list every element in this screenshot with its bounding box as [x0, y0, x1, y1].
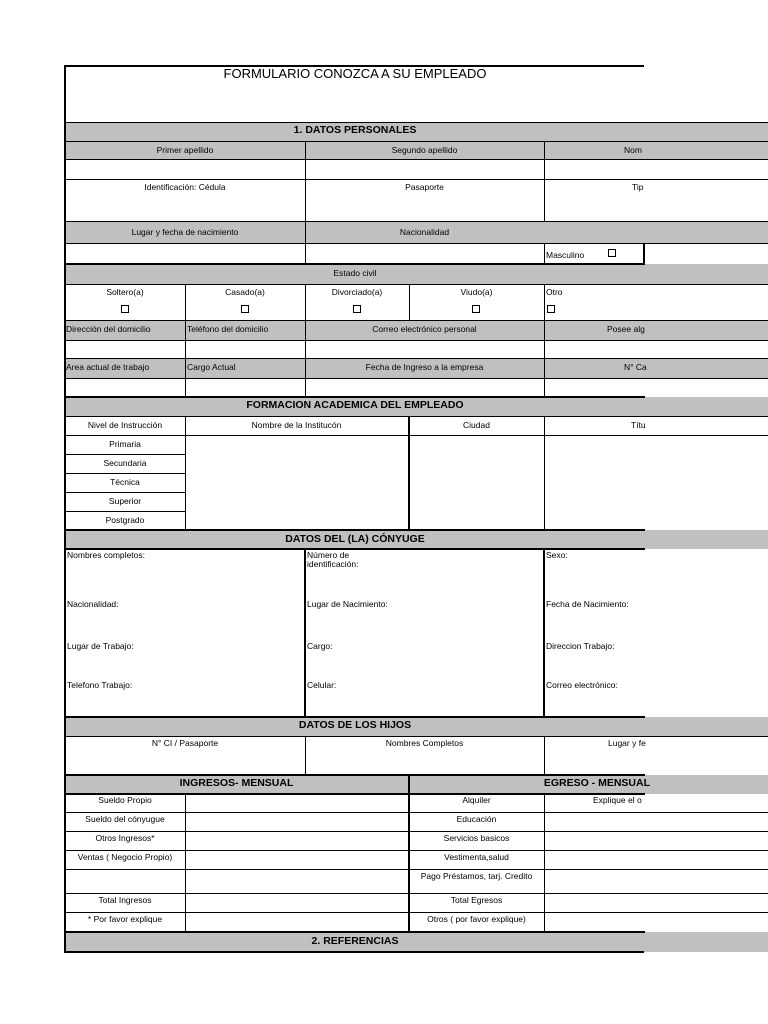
label-hijos-lugar: Lugar y fe: [608, 738, 646, 748]
label-alquiler: Alquiler: [462, 795, 491, 805]
nivel-secundaria: Secundaria: [103, 458, 147, 468]
label-cargo: Cargo Actual: [187, 362, 236, 372]
label-educacion: Educación: [456, 814, 497, 824]
label-conyuge-nombres: Nombres completos:: [67, 550, 145, 560]
label-sueldo-conyuge: Sueldo del cónyugue: [85, 814, 165, 824]
conyuge-title: DATOS DEL (LA) CÓNYUGE: [285, 533, 425, 545]
ingresos-title: INGRESOS- MENSUAL: [179, 777, 294, 789]
label-pasaporte: Pasaporte: [405, 182, 444, 192]
label-lugar-fecha-nac: Lugar y fecha de nacimiento: [131, 227, 239, 237]
nivel-postgrado: Postgrado: [105, 515, 145, 525]
label-casado: Casado(a): [225, 287, 265, 297]
label-segundo-apellido: Segundo apellido: [391, 145, 458, 155]
label-conyuge-celular: Celular:: [307, 680, 337, 690]
label-nombres: Nom: [624, 145, 642, 155]
label-otro: Otro: [546, 287, 563, 297]
s1-title: 1. DATOS PERSONALES: [293, 124, 417, 136]
label-otros-ingresos: Otros Ingresos*: [95, 833, 155, 843]
label-nota-explique: * Por favor explique: [87, 914, 163, 924]
frame-bottom: [64, 951, 644, 953]
label-estado-civil: Estado civil: [333, 268, 377, 278]
label-titulo: Títu: [631, 420, 646, 430]
label-vestimenta: Vestimenta,salud: [444, 852, 509, 862]
label-direccion: Dirección del domicilio: [66, 324, 151, 334]
label-conyuge-telefono-trabajo: Telefono Trabajo:: [67, 680, 133, 690]
soltero-checkbox[interactable]: [121, 305, 129, 313]
label-ciudad: Ciudad: [463, 420, 490, 430]
nivel-tecnica: Técnica: [110, 477, 140, 487]
label-correo: Correo electrónico personal: [372, 324, 477, 334]
label-nacionalidad: Nacionalidad: [399, 227, 450, 237]
label-total-egresos: Total Egresos: [450, 895, 503, 905]
hijos-title: DATOS DE LOS HIJOS: [298, 719, 412, 731]
otro-checkbox[interactable]: [547, 305, 555, 313]
label-institucion: Nombre de la Institucón: [251, 420, 342, 430]
casado-checkbox[interactable]: [241, 305, 249, 313]
s2-title: 2. REFERENCIAS: [311, 935, 399, 947]
masculino-checkbox[interactable]: [608, 249, 616, 257]
form-title: FORMULARIO CONOZCA A SU EMPLEADO: [223, 66, 487, 81]
label-area: Area actual de trabajo: [66, 362, 150, 372]
label-ventas: Ventas ( Negocio Propio): [77, 852, 173, 862]
label-conyuge-cargo: Cargo:: [307, 641, 333, 651]
label-tipo: Tip: [632, 182, 644, 192]
divorciado-checkbox[interactable]: [353, 305, 361, 313]
egresos-title: EGRESO - MENSUAL: [543, 777, 650, 789]
label-fecha-ingreso: Fecha de Ingreso a la empresa: [365, 362, 484, 372]
label-nivel: Nivel de Instrucción: [87, 420, 163, 430]
label-conyuge-lugar-nac: Lugar de Nacimiento:: [307, 599, 388, 609]
label-divorciado: Divorciado(a): [331, 287, 383, 297]
label-explique: Explique el o: [593, 795, 642, 805]
label-conyuge-direccion-trabajo: Direccion Trabajo:: [546, 641, 615, 651]
label-conyuge-correo: Correo electrónico:: [546, 680, 618, 690]
label-identificacion: Identificación: Cédula: [144, 182, 226, 192]
label-conyuge-sexo: Sexo:: [546, 550, 568, 560]
nivel-primaria: Primaria: [109, 439, 141, 449]
label-masculino: Masculino: [546, 250, 585, 260]
label-servicios: Servicios basicos: [443, 833, 510, 843]
label-hijos-ci: N° CI / Pasaporte: [151, 738, 219, 748]
nivel-superior: Superior: [108, 496, 142, 506]
viudo-checkbox[interactable]: [472, 305, 480, 313]
label-sueldo-propio: Sueldo Propio: [98, 795, 152, 805]
formacion-title: FORMACION ACADEMICA DEL EMPLEADO: [246, 399, 464, 411]
label-soltero: Soltero(a): [106, 287, 144, 297]
label-hijos-nombres: Nombres Completos: [385, 738, 464, 748]
label-conyuge-lugar-trabajo: Lugar de Trabajo:: [67, 641, 134, 651]
label-posee: Posee alg: [607, 324, 645, 334]
label-prestamos: Pago Préstamos, tarj. Credito: [420, 871, 533, 881]
label-conyuge-fecha-nac: Fecha de Nacimiento:: [546, 599, 629, 609]
label-conyuge-num-id-1: Número de: [307, 550, 350, 560]
label-otros-egresos: Otros ( por favor explique): [427, 914, 526, 924]
label-num-cargas: N° Ca: [624, 362, 647, 372]
label-telefono: Teléfono del domicilio: [187, 324, 269, 334]
label-conyuge-nacionalidad: Nacionalidad:: [67, 599, 119, 609]
label-viudo: Viudo(a): [460, 287, 493, 297]
label-total-ingresos: Total Ingresos: [98, 895, 152, 905]
label-conyuge-num-id-2: identificación:: [307, 559, 359, 569]
label-primer-apellido: Primer apellido: [156, 145, 214, 155]
